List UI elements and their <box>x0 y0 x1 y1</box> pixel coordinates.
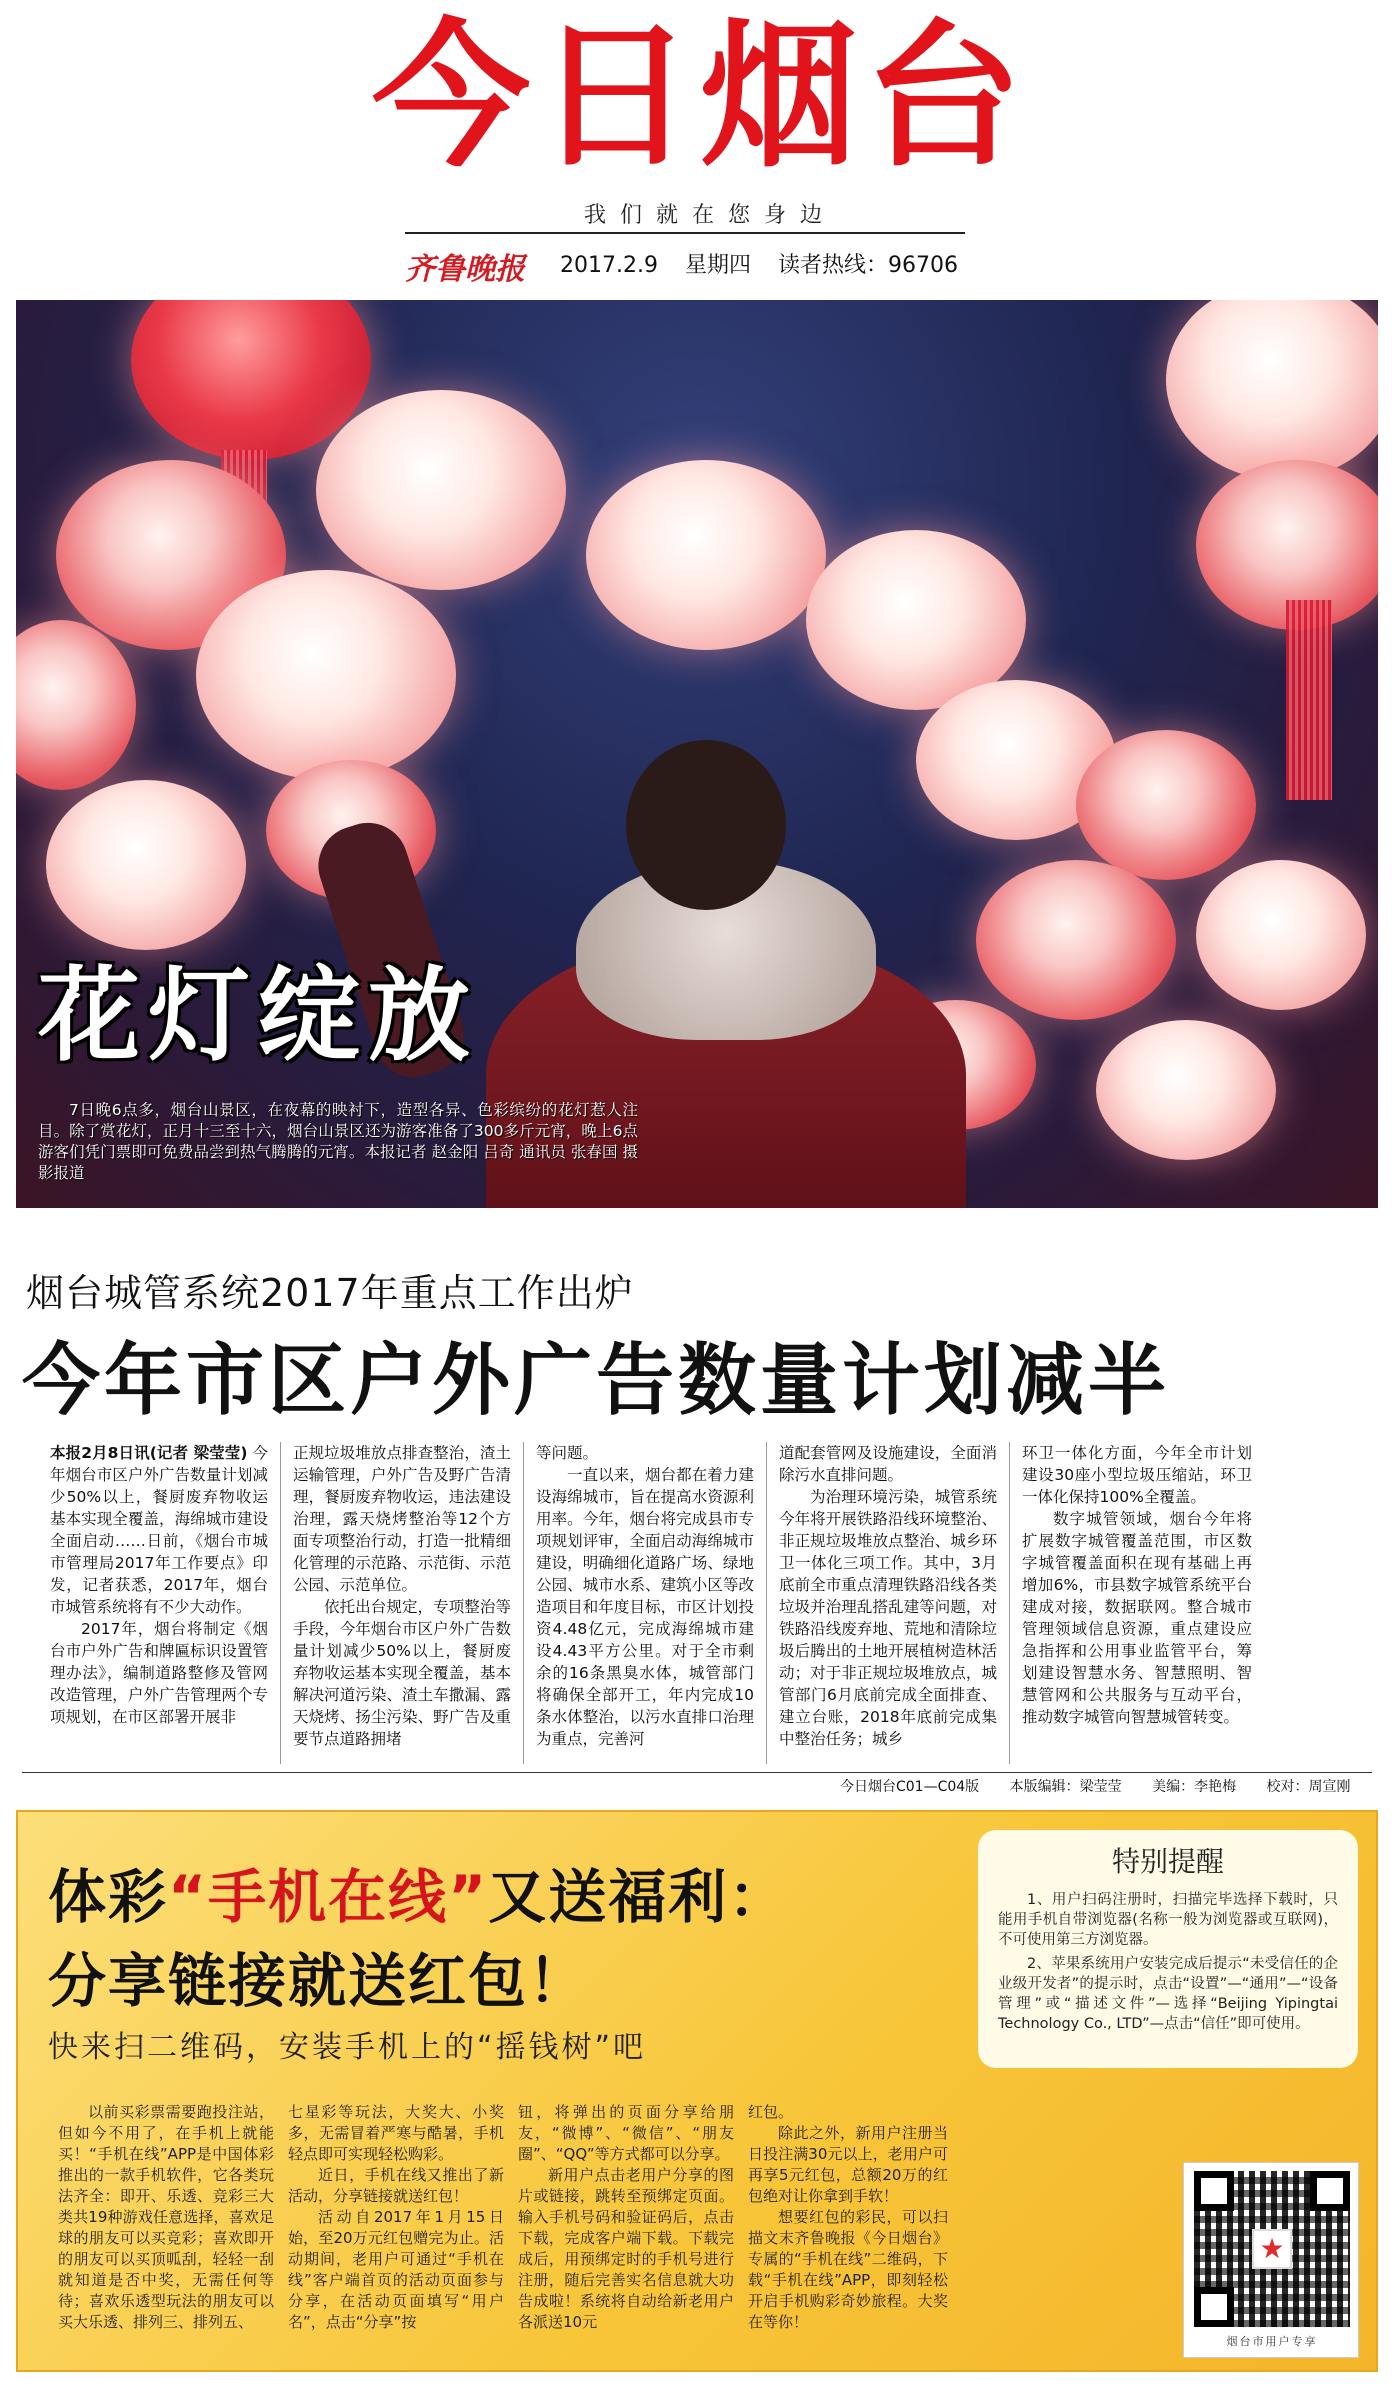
article-column-2 <box>293 1442 511 1750</box>
ad-column-4 <box>748 2102 948 2333</box>
article-paragraph: 环卫一体化方面，今年全市计划建设30座小型垃圾压缩站，环卫一体化保持100%全覆盖。 <box>1022 1444 1252 1506</box>
ad-paragraph: 新用户点击老用户分享的图片或链接，跳转至预绑定页面。输入手机号码和验证码后，点击下载，完成客户端下载。下载完成后，用预绑定时的手机号进行注册，随后完善实名信息就大功告成啦！系统将自动给新老用户各派送10元 <box>518 2166 734 2331</box>
article-paragraph: 一直以来，烟台都在着力建设海绵城市，旨在提高水资源利用率。今年，烟台将完成县市专项规划评审，全面启动海绵城市建设，明确细化道路广场、绿地公园、城市水系、建筑小区等改造项目和年度目标，市区计划投资4.48亿元，完成海绵城市建设4.43平方公里。对于全市剩余的16条黑臭水体，城管部门将确保全部开工，年内完成10条水体整治，以污水直排口治理为重点，完善河 <box>536 1466 754 1748</box>
lottery-advertisement <box>16 1810 1378 2372</box>
ad-paragraph: 想要红包的彩民，可以扫描文末齐鲁晚报《今日烟台》专属的“手机在线”二维码，下载“手机在线”APP，即刻轻松开启手机购彩奇妙旅程。大奖在等你！ <box>748 2208 948 2331</box>
lantern <box>196 570 456 780</box>
column-divider <box>523 1442 524 1764</box>
newspaper-title: 今日烟台 <box>372 5 1028 189</box>
qr-code-box[interactable] <box>1183 2162 1359 2358</box>
editor-credit: 本版编辑：梁莹莹 <box>1009 1779 1122 1795</box>
issue-meta <box>560 248 978 279</box>
lantern <box>586 460 826 650</box>
page-credits <box>840 1776 1377 1796</box>
masthead-divider <box>405 232 965 234</box>
designer-credit: 美编：李艳梅 <box>1152 1779 1237 1795</box>
ad-paragraph: 活动自2017年1月15日始，至20万元红包赠完为止。活动期间，老用户可通过“手机在线”客户端首页的活动页面参与分享，在活动页面填写“用户名”，点击“分享”按 <box>288 2208 504 2331</box>
article-paragraph: 数字城管领域，烟台今年将扩展数字城管覆盖范围，市区数字城管覆盖面积在现有基础上再增加6%，市县数字城管系统平台建成对接，数据联网。整合城市管理领域信息资源，重点建设应急指挥和公用事业监管平台，筹划建设智慧水务、智慧照明、智慧管网和公共服务与互动平台，推动数字城管向智慧城管转变。 <box>1022 1510 1252 1726</box>
qr-corner <box>1194 2171 1234 2211</box>
lantern-tassel <box>1286 600 1332 800</box>
dateline: 本报2月8日讯(记者 梁莹莹) <box>50 1444 248 1462</box>
ad-column-1 <box>58 2102 274 2333</box>
column-divider <box>280 1442 281 1764</box>
lantern <box>1196 860 1366 1010</box>
ad-title: 体彩“手机在线”又送福利： <box>48 1863 789 1931</box>
slogan: 我们就在您身边 <box>583 203 836 228</box>
person-head <box>626 740 786 910</box>
article-paragraph: 为治理环境污染，城管系统今年将开展铁路沿线环境整治、非正规垃圾堆放点整治、城乡环卫一体化三项工作。其中，3月底前全市重点清理铁路沿线各类垃圾并治理乱搭乱建等问题，对铁路沿线废弃地、荒地和清除垃圾后腾出的土地开展植树造林活动；对于非正规垃圾堆放点，城管部门6月底前完成全面排查、建立台账，2018年底前完成集中整治任务；城乡 <box>779 1488 997 1748</box>
article-paragraph: 正规垃圾堆放点排查整治，渣土运输管理，户外广告及野广告清理，餐厨废弃物收运，违法建设治理，露天烧烤整治等12个方面专项整治行动，打造一批精细化管理的示范路、示范街、示范公园、示范单位。 <box>293 1444 511 1594</box>
hero-caption: 7日晚6点多，烟台山景区，在夜幕的映衬下，造型各异、色彩缤纷的花灯惹人注目。除了赏花灯，正月十三至十六，烟台山景区还为游客准备了300多斤元宵，晚上6点游客们凭门票即可免费品尝到热气腾腾的元宵。本报记者 赵金阳 吕奇 通讯员 张春国 摄影报道 <box>38 1101 638 1182</box>
ad-title-line2: 分享链接就送红包！ <box>48 1947 589 2015</box>
ad-paragraph: 除此之外，新用户注册当日投注满30元以上，老用户可再享5元红包，总额20万的红包绝对让你拿到手软！ <box>748 2124 948 2205</box>
article-paragraph: 道配套管网及设施建设，全面消除污水直排问题。 <box>779 1444 997 1484</box>
article-headline: 今年市区户外广告数量计划减半 <box>22 1336 1171 1426</box>
footer-divider <box>22 1772 1372 1773</box>
brand-logo: 齐鲁晚报 <box>405 252 525 287</box>
ad-paragraph: 红包。 <box>748 2103 794 2121</box>
article-kicker: 烟台城管系统2017年重点工作出炉 <box>26 1271 634 1315</box>
issue-weekday: 星期四 <box>684 253 751 278</box>
ad-paragraph: 钮，将弹出的页面分享给朋友，“微博”、“微信”、“朋友圈”、“QQ”等方式都可以分享。 <box>518 2103 734 2163</box>
column-divider <box>1009 1442 1010 1764</box>
lantern <box>316 390 566 590</box>
notice-item: 1、用户扫码注册时，扫描完毕选择下载时，只能用手机自带浏览器(名称一般为浏览器或互联网)，不可使用第三方浏览器。 <box>998 1892 1338 1948</box>
hero-headline: 花灯绽放 <box>38 957 478 1076</box>
lantern <box>1076 730 1256 880</box>
proofreader-credit: 校对：周宣刚 <box>1266 1779 1351 1795</box>
star-logo-icon: ★ <box>1252 2229 1292 2269</box>
article-paragraph: 2017年，烟台将制定《烟台市户外广告和牌匾标识设置管理办法》，编制道路整修及管网改造管理，户外广告管理两个专项规划，在市区部署开展非 <box>50 1620 268 1726</box>
edition-label: 今日烟台C01—C04版 <box>840 1779 980 1795</box>
column-divider <box>766 1442 767 1764</box>
reader-hotline: 读者热线：96706 <box>777 253 958 278</box>
lantern <box>976 860 1176 1020</box>
ad-column-2 <box>288 2102 504 2333</box>
article-column-3 <box>536 1442 754 1750</box>
lantern <box>16 620 136 790</box>
lantern <box>46 780 246 950</box>
masthead <box>0 0 1395 290</box>
lantern <box>1096 1020 1276 1160</box>
article-column-5 <box>1022 1442 1252 1728</box>
ad-paragraph: 近日，手机在线又推出了新活动，分享链接就送红包！ <box>288 2166 504 2205</box>
article-paragraph: 依托出台规定，专项整治等手段，今年烟台市区户外广告数量计划减少50%以上，餐厨废弃物收运基本实现全覆盖，基本解决河道污染、渣土车撒漏、露天烧烤、扬尘污染、野广告及重要节点道路拥堵 <box>293 1598 511 1748</box>
article-column-1 <box>50 1442 268 1728</box>
qr-caption: 烟台市用户专享 <box>1226 2335 1318 2348</box>
issue-date: 2017.2.9 <box>560 253 658 278</box>
qr-corner <box>1194 2287 1234 2327</box>
ad-title-highlight: “手机在线” <box>168 1863 489 1931</box>
notice-item: 2、苹果系统用户安装完成后提示“未受信任的企业级开发者”的提示时，点击“设置”—“通用”—“设备管理”或“描述文件”—选择“Beijing Yipingtai Technology Co., LTD”—点击“信任”即可使用。 <box>998 1956 1338 2032</box>
hero-photo <box>16 300 1378 1208</box>
ad-paragraph: 以前买彩票需要跑投注站，但如今不用了，在手机上就能买！“手机在线”APP是中国体彩推出的一款手机软件，它各类玩法齐全：即开、乐透、竞彩三大类共19种游戏任意选择，喜欢足球的朋友可以买竞彩；喜欢即开的朋友可以买顶呱刮，轻轻一刮就知道是否中奖，无需任何等待；喜欢乐透型玩法的朋友可以买大乐透、排列三、排列五、 <box>58 2103 274 2331</box>
ad-subtitle: 快来扫二维码，安装手机上的“摇钱树”吧 <box>48 2030 647 2065</box>
qr-code-icon <box>1194 2171 1350 2327</box>
article-paragraph: 等问题。 <box>536 1444 599 1462</box>
qr-corner <box>1310 2171 1350 2211</box>
notice-title: 特别提醒 <box>1111 1845 1224 1878</box>
ad-column-3 <box>518 2102 734 2333</box>
article-column-4 <box>779 1442 997 1750</box>
special-notice-box <box>978 1830 1358 2068</box>
ad-paragraph: 七星彩等玩法，大奖大、小奖多，无需冒着严寒与酷暑，手机轻点即可实现轻松购彩。 <box>288 2103 504 2163</box>
lantern <box>1166 300 1378 480</box>
article-paragraph: 本报2月8日讯(记者 梁莹莹) 今年烟台市区户外广告数量计划减少50%以上，餐厨废弃物收运基本实现全覆盖，海绵城市建设全面启动……日前，《烟台市城市管理局2017年工作要点》印发，记者获悉，2017年，烟台市城管系统将有不少大动作。 <box>50 1444 268 1616</box>
